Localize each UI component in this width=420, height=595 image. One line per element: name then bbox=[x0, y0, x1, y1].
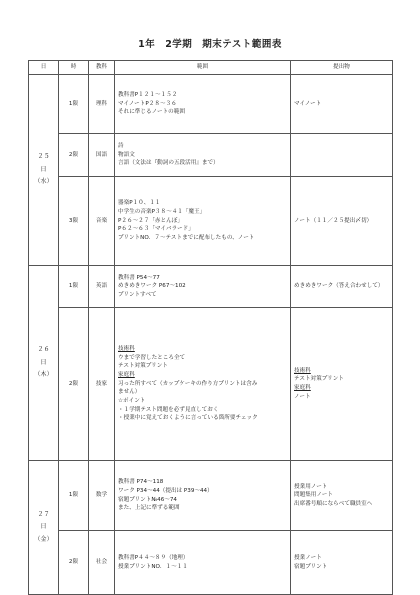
range-line: 中学生の音楽P３８～４１「魔王」 bbox=[118, 209, 206, 216]
range-line: ワーク P34～44（提出は P39～44） bbox=[118, 487, 213, 494]
subject-cell: 数学 bbox=[89, 461, 115, 531]
submit-cell bbox=[291, 461, 393, 531]
submit-cell bbox=[291, 177, 393, 266]
submit-cell bbox=[291, 75, 393, 134]
range-line: 习った所すべて（カップケーキの作り方プリントは含み bbox=[118, 380, 258, 387]
range-line: 宿題プリント№46～74 bbox=[118, 496, 177, 503]
table-header-row bbox=[29, 61, 393, 75]
day-number: ２７ bbox=[37, 510, 50, 518]
range-line: 教科書P４４～８９（地理） bbox=[118, 554, 189, 561]
page-title: 1年 2学期 期末テスト範囲表 bbox=[138, 39, 282, 50]
period-cell: 1限 bbox=[59, 75, 89, 134]
table-row bbox=[29, 75, 393, 134]
range-line: 物語文 bbox=[118, 151, 135, 158]
range-line: P２６～２７「赤とんぼ」 bbox=[118, 217, 183, 224]
submit-cell bbox=[291, 308, 393, 461]
submit-cell bbox=[291, 531, 393, 595]
period-cell: 2限 bbox=[59, 134, 89, 177]
range-line: マイノートP２８～３６ bbox=[118, 100, 177, 107]
range-line: 授業プリントNO．１～１１ bbox=[118, 563, 188, 570]
header-submit: 提出物 bbox=[291, 61, 393, 75]
period-cell: 3限 bbox=[59, 177, 89, 266]
table-row bbox=[29, 266, 393, 308]
range-line: 教科書 P54～77 bbox=[118, 274, 160, 281]
range-line: ません） bbox=[118, 389, 141, 396]
range-cell bbox=[115, 531, 291, 595]
range-cell bbox=[115, 134, 291, 177]
range-line: 教科書 P74～118 bbox=[118, 479, 164, 486]
header-subject: 教科 bbox=[89, 61, 115, 75]
table-row bbox=[29, 531, 393, 595]
range-line: プリントすべて bbox=[118, 291, 157, 298]
submit-line: めきめきワーク（答え合わせして） bbox=[294, 283, 384, 290]
day-weekday: （金） bbox=[34, 535, 53, 543]
range-cell bbox=[115, 177, 291, 266]
range-line: 詩 bbox=[118, 143, 124, 150]
day-suffix: 日 bbox=[40, 165, 47, 173]
header-range: 範囲 bbox=[115, 61, 291, 75]
header-day: 日 bbox=[29, 61, 59, 75]
exam-range-table bbox=[28, 60, 393, 595]
range-line: また、上記に準ずる範囲 bbox=[118, 505, 180, 512]
day-cell bbox=[29, 266, 59, 461]
submit-line: 授業ノート bbox=[294, 554, 322, 561]
submit-cell bbox=[291, 134, 393, 177]
category-label: 技術科 bbox=[294, 367, 311, 374]
submit-line: ノート bbox=[294, 393, 311, 400]
range-line: ☆ポイント bbox=[118, 397, 146, 404]
range-cell bbox=[115, 308, 291, 461]
period-cell: 1限 bbox=[59, 266, 89, 308]
range-line: P６２～６３「マイバラード」 bbox=[118, 226, 194, 233]
range-line: 教科書P１２１～１５２ bbox=[118, 92, 178, 99]
range-cell bbox=[115, 75, 291, 134]
subject-cell: 技家 bbox=[89, 308, 115, 461]
submit-line: 問題集用ノート bbox=[294, 492, 333, 499]
submit-line: テスト対策プリント bbox=[294, 376, 344, 383]
table-row bbox=[29, 134, 393, 177]
day-suffix: 日 bbox=[40, 523, 47, 531]
day-cell bbox=[29, 461, 59, 595]
period-cell: 2限 bbox=[59, 531, 89, 595]
subject-cell: 音楽 bbox=[89, 177, 115, 266]
subject-cell: 英語 bbox=[89, 266, 115, 308]
table-row bbox=[29, 177, 393, 266]
submit-line: 授業用ノート bbox=[294, 483, 328, 490]
category-label: 家庭科 bbox=[118, 372, 135, 379]
range-cell bbox=[115, 461, 291, 531]
range-cell bbox=[115, 266, 291, 308]
range-line: テスト対策プリント bbox=[118, 363, 168, 370]
day-suffix: 日 bbox=[40, 358, 47, 366]
period-cell: 2限 bbox=[59, 308, 89, 461]
day-number: ２５ bbox=[37, 153, 50, 161]
subject-cell: 社会 bbox=[89, 531, 115, 595]
category-label: 家庭科 bbox=[294, 385, 311, 391]
day-weekday: （木） bbox=[34, 371, 53, 379]
submit-cell bbox=[291, 266, 393, 308]
range-line: ウまで学習したところ全て bbox=[118, 354, 186, 361]
subject-cell: 国語 bbox=[89, 134, 115, 177]
submit-line: 出席番号順にならべて職員室へ bbox=[294, 500, 373, 507]
submit-line: マイノート bbox=[294, 100, 322, 107]
header-period: 時 bbox=[59, 61, 89, 75]
range-line: それに準じるノートの範囲 bbox=[118, 109, 185, 116]
day-cell bbox=[29, 75, 59, 266]
category-label: 技術科 bbox=[118, 346, 135, 353]
day-number: ２６ bbox=[37, 346, 50, 354]
period-cell: 1限 bbox=[59, 461, 89, 531]
table-row bbox=[29, 461, 393, 531]
range-line: 言語（文法は『動詞の五段活用』まで） bbox=[118, 160, 219, 167]
range-line: ・１学期テスト問題を必ず見直しておく bbox=[118, 406, 219, 413]
submit-line: 宿題プリント bbox=[294, 563, 328, 570]
range-line: めきめきワーク P67～102 bbox=[118, 283, 186, 290]
range-line: 器楽P１０、１１ bbox=[118, 200, 161, 207]
day-weekday: （水） bbox=[34, 178, 53, 186]
range-line: ・授業中に覚えておくように言っている箇所要チェック bbox=[118, 415, 258, 422]
submit-line: ノート（１１／２５提出〆切） bbox=[294, 217, 373, 224]
range-line: プリントNO．７～テストまでに配布したもの、ノート bbox=[118, 234, 255, 241]
table-row bbox=[29, 308, 393, 461]
subject-cell: 理科 bbox=[89, 75, 115, 134]
